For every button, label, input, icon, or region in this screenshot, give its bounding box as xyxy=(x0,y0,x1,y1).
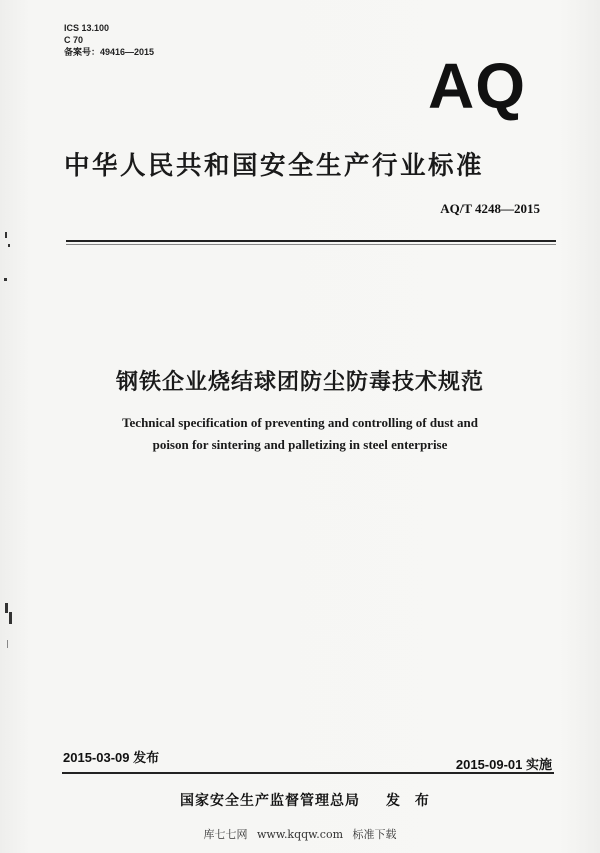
standard-number: AQ/T 4248—2015 xyxy=(440,201,540,216)
scan-artifact xyxy=(5,603,8,613)
publisher-name: 国家安全生产监督管理总局 xyxy=(180,793,360,809)
document-title-en xyxy=(0,412,600,456)
publisher-line xyxy=(180,790,434,810)
ccs-code: C 70 xyxy=(64,35,84,45)
scan-artifact xyxy=(9,612,12,624)
classification-block xyxy=(64,22,154,58)
aq-logo: AQ xyxy=(428,50,526,122)
scan-artifact xyxy=(4,278,7,281)
document-title-en-line2: poison for sintering and palletizing in steel enterprise xyxy=(152,437,448,452)
publisher-release: 发 布 xyxy=(386,793,434,809)
standard-category-title: 中华人民共和国安全生产行业标准 xyxy=(64,151,485,181)
scan-artifact xyxy=(7,640,8,648)
header-divider-thin xyxy=(66,244,556,245)
document-title-en-line1: Technical specification of preventing and controlling of dust and xyxy=(122,415,478,430)
implementation-date: 2015-09-01 实施 xyxy=(455,757,552,772)
ics-code: ICS 13.100 xyxy=(64,23,110,33)
filing-number: 备案号：49416—2015 xyxy=(64,47,155,57)
issue-date: 2015-03-09 发布 xyxy=(63,750,160,765)
scan-artifact xyxy=(8,244,10,247)
site-watermark: 库七七网 www.kqqw.com 标准下载 xyxy=(203,828,397,841)
document-title-cn: 钢铁企业烧结球团防尘防毒技术规范 xyxy=(115,370,484,395)
footer-divider xyxy=(62,772,554,774)
scan-artifact xyxy=(5,232,7,238)
header-divider xyxy=(66,240,556,242)
